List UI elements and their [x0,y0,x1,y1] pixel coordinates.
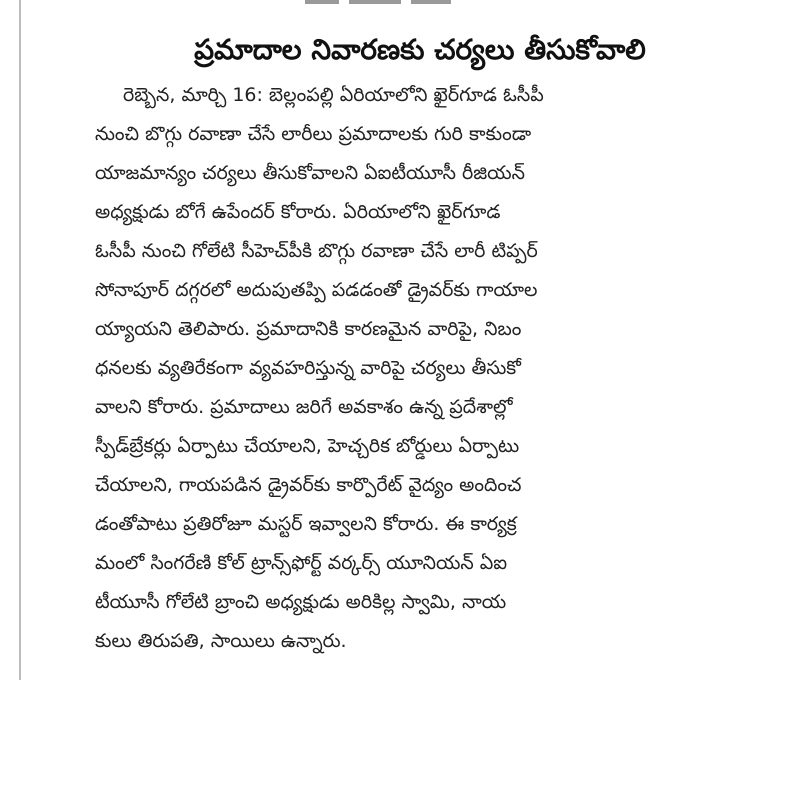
article-line: అధ్యక్షుడు బోగే ఉపేందర్ కోరారు. ఏరియాలోని ఖైర్‌గూడ [95,201,501,223]
article-line: నుంచి బొగ్గు రవాణా చేసే లారీలు ప్రమాదాలకు గురి కాకుండా [95,123,532,145]
article-line: రెబ్బెన, మార్చి 16: బెల్లంపల్లి ఏరియాలోని ఖైర్‌గూడ ఓసీపీ [123,84,544,106]
column-divider [19,0,21,680]
article-line: టీయూసీ గోలేటి బ్రాంచి అధ్యక్షుడు అరికిల్ల స్వామి, నాయ [95,591,507,613]
article-line: డంతోపాటు ప్రతిరోజూ మస్టర్ ఇవ్వాలని కోరారు. ఈ కార్యక్ర [95,513,517,535]
article-headline: ప్రమాదాల నివారణకు చర్యలు తీసుకోవాలి [194,33,646,66]
article-line: య్యాయని తెలిపారు. ప్రమాదానికి కారణమైన వారిపై, నిబం [95,318,522,340]
article-line: స్పీడ్‌బ్రేకర్లు ఏర్పాటు చేయాలని, హెచ్చరిక బోర్డులు ఏర్పాటు [95,435,520,457]
article-line: మంలో సింగరేణి కోల్ ట్రాన్స్‌ఫోర్ట్ వర్కర్స్ యూనియన్ ఏఐ [95,552,508,574]
article-line: చేయాలని, గాయపడిన డ్రైవర్‌కు కార్పొరేట్ వైద్యం అందించ [95,474,522,496]
article-line: ధనలకు వ్యతిరేకంగా వ్యవహరిస్తున్న వారిపై చర్యలు తీసుకో [95,357,521,379]
article-line: సోనాపూర్ దగ్గరలో అదుపుతప్పి పడడంతో డ్రైవర్‌కు గాయాల [95,279,538,301]
article-line: వాలని కోరారు. ప్రమాదాలు జరిగే అవకాశం ఉన్న ప్రదేశాల్లో [95,396,513,418]
article-line: యాజమాన్యం చర్యలు తీసుకోవాలని ఏఐటీయూసీ రీజియన్ [95,162,525,184]
cropped-previous-text [305,0,465,5]
article-body [95,76,735,661]
article-line: కులు తిరుపతి, సాయిలు ఉన్నారు. [95,630,347,652]
article-line: ఓసీపీ నుంచి గోలేటి సీహెచ్‌పీకి బొగ్గు రవాణా చేసే లారీ టిప్పర్ [95,240,538,262]
